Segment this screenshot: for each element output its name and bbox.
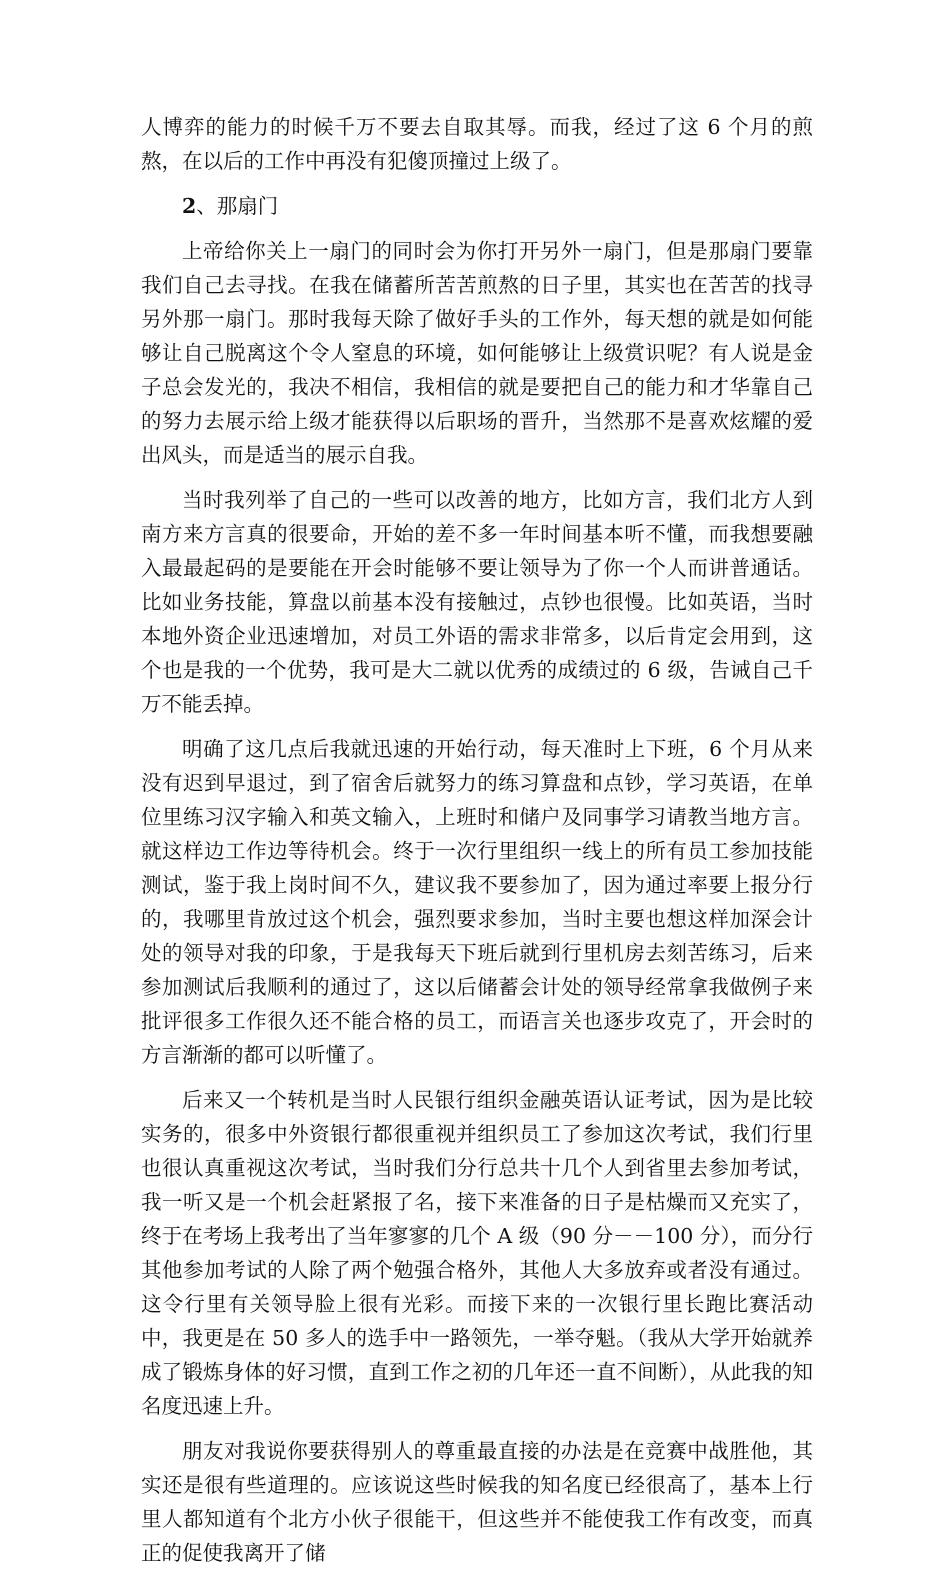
section-title: 、那扇门 (196, 194, 279, 218)
paragraph-continued: 人博弈的能力的时候千万不要去自取其辱。而我，经过了这 6 个月的煎熬，在以后的工作中再没有犯傻顶撞过上级了。 (141, 115, 813, 173)
document-body (141, 110, 813, 1581)
paragraph: 上帝给你关上一扇门的同时会为你打开另外一扇门，但是那扇门要靠我们自己去寻找。在我在储蓄所苦苦煎熬的日子里，其实也在苦苦的找寻另外那一扇门。那时我每天除了做好手头的工作外，每天想的就是如何能够让自己脱离这个令人窒息的环境，如何能够让上级赏识呢？有人说是金子总会发光的，我决不相信，我相信的就是要把自己的能力和才华靠自己的努力去展示给上级才能获得以后职场的晋升，当然那不是喜欢炫耀的爱出风头，而是适当的展示自我。 (141, 239, 813, 467)
paragraph: 后来又一个转机是当时人民银行组织金融英语认证考试，因为是比较实务的，很多中外资银行都很重视并组织员工了参加这次考试，我们行里也很认真重视这次考试，当时我们分行总共十几个人到省里去参加考试，我一听又是一个机会赶紧报了名，接下来准备的日子是枯燥而又充实了，终于在考场上我考出了当年寥寥的几个 A 级（90 分－－100 分），而分行其他参加考试的人除了两个勉强合格外，其他人大多放弃或者没有通过。这令行里有关领导脸上很有光彩。而接下来的一次银行里长跑比赛活动中，我更是在 50 多人的选手中一路领先，一举夺魁。（我从大学开始就养成了锻炼身体的好习惯，直到工作之初的几年还一直不间断），从此我的知名度迅速上升。 (141, 1088, 813, 1418)
paragraph: 明确了这几点后我就迅速的开始行动，每天准时上下班，6 个月从来没有迟到早退过，到了宿舍后就努力的练习算盘和点钞，学习英语，在单位里练习汉字输入和英文输入，上班时和储户及同事学习请教当地方言。就这样边工作边等待机会。终于一次行里组织一线上的所有员工参加技能测试，鉴于我上岗时间不久，建议我不要参加了，因为通过率要上报分行的，我哪里肯放过这个机会，强烈要求参加，当时主要也想这样加深会计处的领导对我的印象，于是我每天下班后就到行里机房去刻苦练习，后来参加测试后我顺利的通过了，这以后储蓄会计处的领导经常拿我做例子来批评很多工作很久还不能合格的员工，而语言关也逐步攻克了，开会时的方言渐渐的都可以听懂了。 (141, 737, 813, 1067)
paragraph: 当时我列举了自己的一些可以改善的地方，比如方言，我们北方人到南方来方言真的很要命，开始的差不多一年时间基本听不懂，而我想要融入最最起码的是要能在开会时能够不要让领导为了你一个人而讲普通话。比如业务技能，算盘以前基本没有接触过，点钞也很慢。比如英语，当时本地外资企业迅速增加，对员工外语的需求非常多，以后肯定会用到，这个也是我的一个优势，我可是大二就以优秀的成绩过的 6 级，告诫自己千万不能丢掉。 (141, 488, 813, 716)
section-heading (141, 189, 813, 223)
section-number: 2 (182, 194, 197, 218)
paragraph: 朋友对我说你要获得别人的尊重最直接的办法是在竞赛中战胜他，其实还是很有些道理的。应该说这些时候我的知名度已经很高了，基本上行里人都知道有个北方小伙子很能干，但这些并不能使我工作有改变，而真正的促使我离开了储 (141, 1439, 813, 1565)
